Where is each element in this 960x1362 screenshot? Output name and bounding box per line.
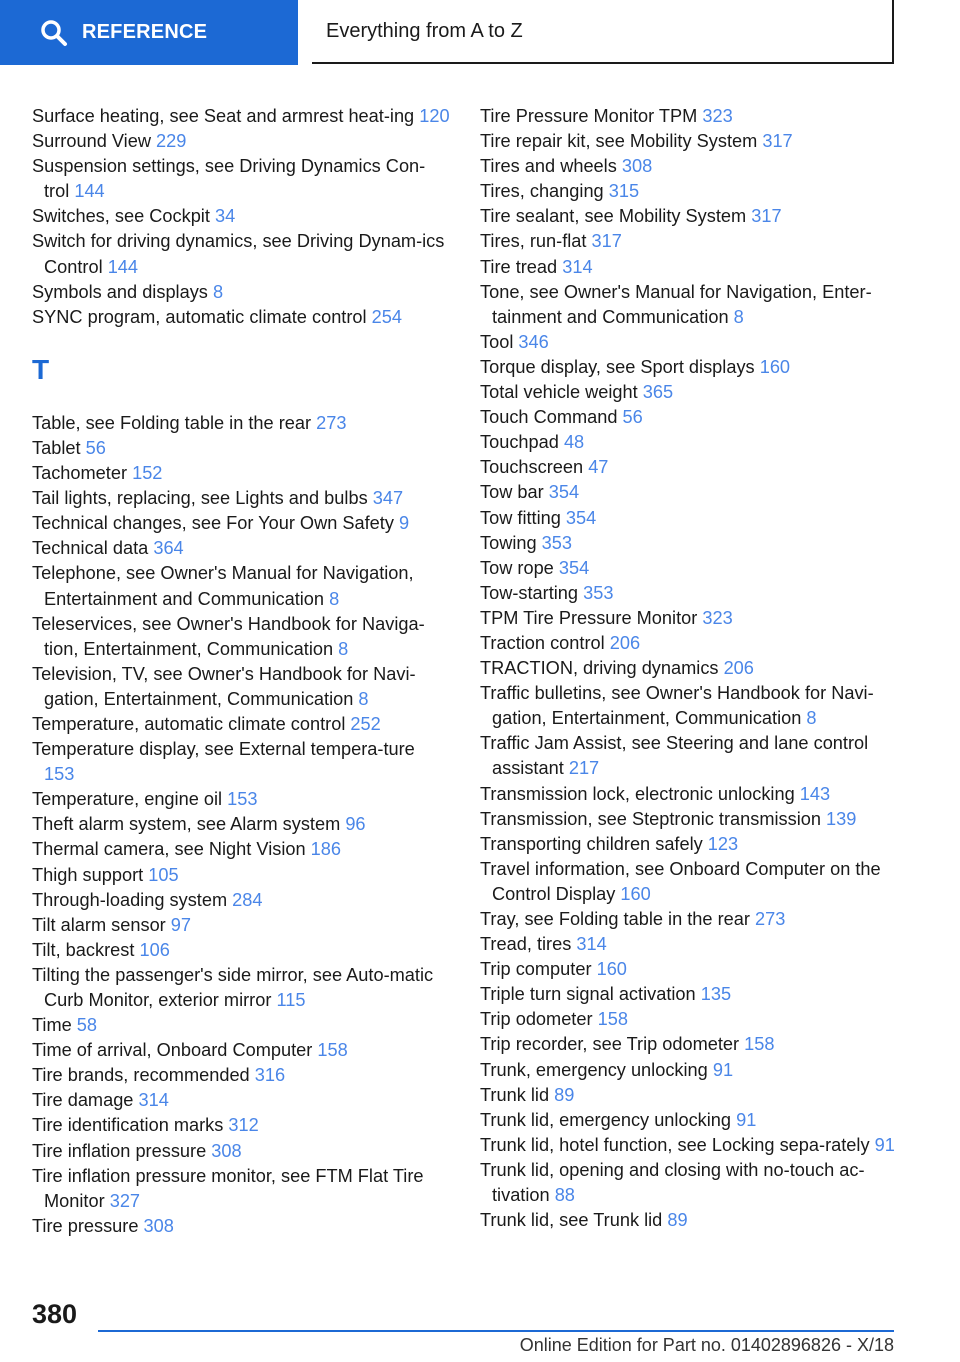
index-entry	[32, 1013, 450, 1038]
index-entry	[32, 1214, 450, 1239]
page-reference-link[interactable]: 160	[620, 883, 651, 904]
page-reference-link[interactable]: 91	[736, 1109, 757, 1130]
index-entry	[480, 1032, 900, 1057]
index-entry	[480, 982, 900, 1007]
entry-text: Surface heating, see Seat and armrest heat-ing	[32, 106, 420, 126]
page-reference-link[interactable]: 314	[138, 1090, 169, 1111]
entry-text: Tire repair kit, see Mobility System	[480, 131, 763, 152]
index-entry	[480, 857, 900, 907]
entry-text: Tow-starting	[480, 582, 584, 603]
entry-text: Transmission, see Steptronic transmission	[480, 808, 827, 829]
page-reference-link[interactable]: 314	[576, 934, 607, 955]
footer-divider	[98, 1330, 894, 1332]
entry-text: Trunk lid, opening and closing with no-touch ac-tivation	[480, 1159, 865, 1206]
index-entry	[32, 837, 450, 862]
page-reference-link[interactable]: 152	[132, 463, 163, 484]
page-reference-link[interactable]: 91	[874, 1134, 895, 1155]
index-entry	[480, 1158, 900, 1208]
page-reference-link[interactable]: 316	[254, 1065, 286, 1086]
page-reference-link[interactable]: 105	[148, 864, 179, 885]
index-entry	[480, 455, 900, 480]
index-entry	[480, 656, 900, 681]
index-entry	[32, 280, 450, 305]
index-entry	[480, 229, 900, 254]
entry-text: Tire brands, recommended	[32, 1065, 255, 1086]
index-entry	[480, 1208, 900, 1233]
entry-text: Touchscreen	[480, 457, 589, 478]
index-entry	[480, 1007, 900, 1032]
page-reference-link[interactable]: 160	[759, 356, 791, 377]
entry-text: Television, TV, see Owner's Handbook for Navi-gation, Entertainment, Communication	[32, 663, 416, 709]
index-entry	[32, 863, 450, 888]
index-entry	[32, 662, 450, 712]
page-reference-link[interactable]: 186	[310, 839, 342, 860]
entry-text: Traffic bulletins, see Owner's Handbook for Navi-gation, Entertainment, Communication	[480, 683, 874, 729]
index-entry	[480, 782, 900, 807]
section-letter: T	[32, 353, 50, 385]
entry-text: Surround View	[32, 131, 157, 152]
index-entry	[32, 1113, 450, 1138]
entry-text: Tray, see Folding table in the rear	[480, 909, 755, 929]
page-header	[312, 0, 894, 64]
index-entry	[480, 405, 900, 430]
page-reference-link[interactable]: 364	[153, 538, 184, 559]
page-reference-link[interactable]: 315	[608, 181, 640, 202]
page-reference-link[interactable]: 317	[751, 206, 782, 227]
entry-text: Tablet	[32, 437, 86, 458]
page-reference-link[interactable]: 143	[799, 783, 831, 804]
index-entry	[480, 380, 900, 405]
entry-text: Tires, changing	[480, 181, 609, 202]
page-reference-link[interactable]: 88	[554, 1185, 575, 1206]
index-entry	[480, 430, 900, 455]
index-entry	[32, 561, 450, 611]
index-entry	[480, 932, 900, 957]
index-entry	[32, 1164, 450, 1214]
index-entry	[32, 129, 450, 154]
entry-text: Trunk, emergency unlocking	[480, 1059, 713, 1080]
page-reference-link[interactable]: 347	[372, 488, 404, 509]
index-entry	[480, 606, 900, 631]
entry-text: Trunk lid, emergency unlocking	[480, 1109, 737, 1130]
entry-text: Thigh support	[32, 864, 149, 885]
entry-text: Technical changes, see For Your Own Safety	[32, 513, 399, 534]
page-reference-link[interactable]: 139	[826, 808, 857, 829]
entry-text: Touch Command	[480, 407, 623, 428]
index-entry	[32, 1088, 450, 1113]
index-entry	[480, 480, 900, 505]
entry-text: Thermal camera, see Night Vision	[32, 839, 311, 860]
page-reference-link[interactable]: 96	[345, 814, 366, 835]
entry-text: Trip recorder, see Trip odometer	[480, 1034, 745, 1055]
entry-text: Triple turn signal activation	[480, 984, 701, 1005]
page-reference-link[interactable]: 365	[642, 382, 674, 403]
page-reference-link[interactable]: 91	[712, 1059, 734, 1080]
index-entry	[480, 807, 900, 832]
entry-text: Symbols and displays	[32, 281, 213, 302]
entry-text: Tow bar	[480, 482, 549, 503]
entry-text: Tilting the passenger's side mirror, see Auto-matic Curb Monitor, exterior mirror	[32, 964, 434, 1010]
index-entry	[32, 486, 450, 511]
page-reference-link[interactable]: 323	[702, 106, 733, 126]
entry-text: Transporting children safely	[480, 833, 708, 854]
entry-text: Trunk lid	[480, 1084, 555, 1105]
page-reference-link[interactable]: 158	[597, 1009, 628, 1030]
entry-text: Tow rope	[480, 557, 559, 578]
index-entry	[32, 812, 450, 837]
page-reference-link[interactable]: 56	[622, 407, 643, 428]
index-group-t	[32, 411, 450, 1239]
page-reference-link[interactable]: 153	[227, 789, 258, 810]
page-reference-link[interactable]: 123	[707, 833, 739, 854]
entry-text: SYNC program, automatic climate control	[32, 306, 372, 327]
page-reference-link[interactable]: 353	[583, 582, 614, 603]
entry-text: Tire pressure	[32, 1215, 144, 1236]
index-entry	[480, 1133, 900, 1158]
entry-text: Tire identification marks	[32, 1115, 229, 1136]
index-entry	[32, 104, 450, 129]
index-entry	[480, 731, 900, 781]
entry-text: Tone, see Owner's Manual for Navigation, Enter-tainment and Communication	[480, 281, 872, 327]
entry-text: Through-loading system	[32, 889, 233, 910]
entry-text: Technical data	[32, 538, 154, 559]
page-reference-link[interactable]: 9	[399, 513, 410, 534]
index-entry	[32, 938, 450, 963]
page-reference-link[interactable]: 48	[563, 432, 585, 453]
entry-text: Tire damage	[32, 1090, 139, 1111]
entry-text: Temperature, automatic climate control	[32, 713, 351, 734]
index-entry	[480, 154, 900, 179]
entry-text: Travel information, see Onboard Computer on the Control Display	[480, 858, 881, 904]
entry-text: Tow fitting	[480, 507, 566, 528]
page-reference-link[interactable]: 8	[806, 708, 817, 729]
page-reference-link[interactable]: 284	[232, 889, 263, 910]
page-reference-link[interactable]: 97	[170, 914, 192, 935]
entry-text: Tire Pressure Monitor TPM	[480, 106, 703, 126]
page-reference-link[interactable]: 135	[700, 984, 732, 1005]
page-reference-link[interactable]: 47	[588, 457, 609, 478]
entry-text: Towing	[480, 532, 542, 553]
page-reference-link[interactable]: 158	[317, 1040, 348, 1061]
page-reference-link[interactable]: 346	[518, 331, 549, 352]
section-label: REFERENCE	[82, 21, 208, 43]
index-group-t-continued	[480, 104, 900, 1233]
index-entry	[480, 1108, 900, 1133]
page-reference-link[interactable]: 312	[228, 1115, 259, 1136]
index-entry	[32, 511, 450, 536]
page-reference-link[interactable]: 120	[419, 106, 450, 126]
index-entry	[480, 832, 900, 857]
page-title: Everything from A to Z	[326, 19, 523, 42]
page-reference-link[interactable]: 273	[316, 412, 347, 433]
entry-text: Time	[32, 1015, 77, 1036]
index-entry	[480, 255, 900, 280]
entry-text: Teleservices, see Owner's Handbook for Naviga-tion, Entertainment, Communication	[32, 613, 425, 659]
index-entry	[480, 179, 900, 204]
page-reference-link[interactable]: 144	[107, 256, 139, 277]
entry-text: Temperature, engine oil	[32, 789, 228, 810]
index-group-s	[32, 104, 450, 330]
entry-text: Trunk lid, see Trunk lid	[480, 1210, 668, 1231]
index-entry	[32, 1139, 450, 1164]
index-entry	[32, 913, 450, 938]
page-reference-link[interactable]: 58	[76, 1015, 98, 1036]
index-entry	[480, 104, 900, 129]
page-reference-link[interactable]: 354	[548, 482, 580, 503]
entry-text: TRACTION, driving dynamics	[480, 658, 724, 679]
edition-footer: Online Edition for Part no. 01402896826 - X/18	[519, 1335, 894, 1355]
index-entry	[32, 1063, 450, 1088]
page-reference-link[interactable]: 308	[211, 1140, 242, 1161]
page-reference-link[interactable]: 317	[762, 131, 793, 152]
page-reference-link[interactable]: 314	[562, 256, 593, 277]
index-entry	[480, 129, 900, 154]
entry-text: Time of arrival, Onboard Computer	[32, 1040, 318, 1061]
entry-text: Suspension settings, see Driving Dynamics Con-trol	[32, 156, 426, 202]
page-reference-link[interactable]: 217	[568, 758, 600, 779]
index-entry	[32, 612, 450, 662]
index-entry	[32, 204, 450, 229]
index-entry	[480, 907, 900, 932]
entry-text: TPM Tire Pressure Monitor	[480, 607, 703, 628]
index-entry	[480, 280, 900, 330]
entry-text: Tilt alarm sensor	[32, 914, 171, 935]
page-reference-link[interactable]: 158	[744, 1034, 775, 1055]
section-tab-reference[interactable]	[0, 0, 298, 65]
page-reference-link[interactable]: 153	[44, 764, 75, 785]
index-entry	[480, 204, 900, 229]
index-entry	[480, 581, 900, 606]
entry-text: Tire tread	[480, 256, 563, 277]
index-entry	[480, 631, 900, 656]
entry-text: Tool	[480, 331, 519, 352]
page-reference-link[interactable]: 89	[667, 1210, 688, 1231]
entry-text: Trunk lid, hotel function, see Locking sepa-rately	[480, 1134, 875, 1155]
entry-text: Tire sealant, see Mobility System	[480, 206, 752, 227]
index-entry	[480, 556, 900, 581]
entry-text: Trip odometer	[480, 1009, 598, 1030]
entry-text: Traffic Jam Assist, see Steering and lane control assistant	[480, 733, 869, 779]
index-entry	[480, 681, 900, 731]
page-reference-link[interactable]: 8	[338, 638, 349, 659]
page-reference-link[interactable]: 34	[214, 206, 236, 227]
entry-text: Switch for driving dynamics, see Driving Dynam-ics Control	[32, 231, 445, 277]
index-entry	[32, 436, 450, 461]
index-entry	[480, 531, 900, 556]
page-reference-link[interactable]: 8	[733, 306, 744, 327]
index-entry	[32, 1038, 450, 1063]
page-reference-link[interactable]: 8	[358, 688, 369, 709]
page-reference-link[interactable]: 252	[350, 713, 381, 734]
page-reference-link[interactable]: 323	[702, 607, 733, 628]
index-entry	[480, 957, 900, 982]
page-number: 380	[32, 1299, 78, 1329]
index-entry	[32, 461, 450, 486]
page-reference-link[interactable]: 273	[754, 909, 786, 929]
entry-text: Tachometer	[32, 463, 133, 484]
entry-text: Torque display, see Sport displays	[480, 356, 760, 377]
page-reference-link[interactable]: 354	[558, 557, 590, 578]
entry-text: Theft alarm system, see Alarm system	[32, 814, 346, 835]
page-reference-link[interactable]: 106	[139, 939, 170, 960]
page-reference-link[interactable]: 115	[276, 990, 306, 1010]
index-entry	[480, 1058, 900, 1083]
entry-text: Trip computer	[480, 959, 597, 980]
entry-text: Traction control	[480, 632, 610, 653]
page-reference-link[interactable]: 229	[156, 131, 187, 152]
entry-text: Temperature display, see External tempera-ture	[32, 739, 415, 760]
page-reference-link[interactable]: 89	[554, 1084, 575, 1105]
page-reference-link[interactable]: 206	[723, 658, 754, 679]
page-reference-link[interactable]: 56	[85, 437, 106, 458]
index-entry	[480, 1083, 900, 1108]
page-reference-link[interactable]: 206	[609, 632, 641, 653]
index-entry	[480, 330, 900, 355]
page-reference-link[interactable]: 308	[621, 156, 653, 177]
index-entry	[32, 712, 450, 737]
index-entry	[32, 737, 450, 787]
index-entry	[32, 536, 450, 561]
entry-text: Telephone, see Owner's Manual for Navigation, Entertainment and Communication	[32, 563, 414, 609]
entry-text: Total vehicle weight	[480, 382, 643, 403]
page-reference-link[interactable]: 144	[74, 181, 105, 202]
entry-text: Tire inflation pressure	[32, 1140, 212, 1161]
index-entry	[480, 355, 900, 380]
entry-text: Transmission lock, electronic unlocking	[480, 783, 800, 804]
entry-text: Tires and wheels	[480, 156, 622, 177]
page-reference-link[interactable]: 8	[212, 281, 224, 302]
page-reference-link[interactable]: 254	[371, 306, 402, 327]
entry-text: Touchpad	[480, 432, 564, 453]
page-reference-link[interactable]: 308	[143, 1215, 174, 1236]
page-reference-link[interactable]: 317	[591, 231, 622, 252]
entry-text: Table, see Folding table in the rear	[32, 412, 317, 433]
entry-text: Tread, tires	[480, 934, 577, 955]
index-entry	[32, 411, 450, 436]
index-entry	[32, 305, 450, 330]
page-reference-link[interactable]: 8	[329, 588, 340, 609]
page-reference-link[interactable]: 353	[541, 532, 573, 553]
page-reference-link[interactable]: 327	[109, 1190, 141, 1211]
entry-text: Tires, run-flat	[480, 231, 592, 252]
entry-text: Switches, see Cockpit	[32, 206, 215, 227]
page-reference-link[interactable]: 354	[565, 507, 597, 528]
index-column-right	[480, 104, 900, 1233]
search-icon	[40, 19, 68, 47]
index-entry	[32, 229, 450, 279]
index-entry	[32, 154, 450, 204]
entry-text: Tire inflation pressure monitor, see FTM Flat Tire Monitor	[32, 1165, 424, 1211]
index-entry	[480, 506, 900, 531]
index-column-left	[32, 104, 450, 1239]
index-entry	[32, 963, 450, 1013]
index-entry	[32, 787, 450, 812]
entry-text: Tilt, backrest	[32, 939, 140, 960]
entry-text: Tail lights, replacing, see Lights and bulbs	[32, 488, 373, 509]
page-reference-link[interactable]: 160	[596, 959, 627, 980]
index-entry	[32, 888, 450, 913]
